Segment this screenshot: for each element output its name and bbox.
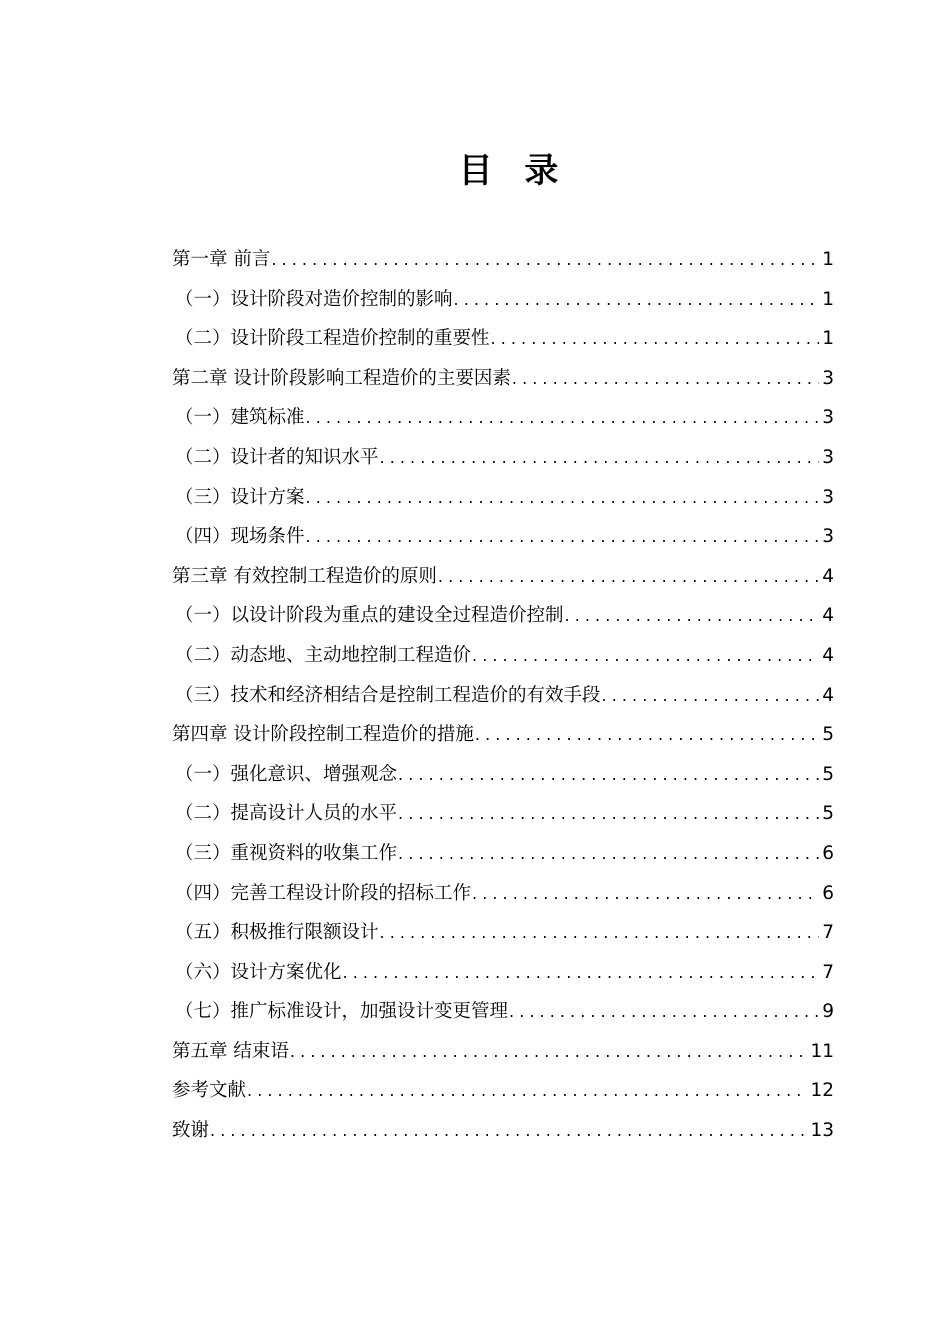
toc-page-number: 4 — [822, 644, 834, 666]
toc-entry-text: （三）设计方案 — [175, 486, 305, 508]
toc-entry-text: （二）提高设计人员的水平 — [175, 803, 398, 825]
toc-entry-text: 第四章 设计阶段控制工程造价的措施 — [172, 724, 474, 746]
toc-entry-section[interactable] — [172, 398, 834, 438]
dot-leader — [380, 438, 820, 478]
toc-page-number: 6 — [822, 882, 834, 904]
toc-entry-chapter-1[interactable] — [172, 240, 834, 280]
dot-leader — [472, 874, 819, 914]
toc-entry-acknowledgements[interactable] — [172, 1111, 834, 1151]
dot-leader — [306, 398, 820, 438]
dot-leader — [210, 1111, 807, 1151]
toc-page-number: 1 — [822, 328, 834, 350]
toc-page-number: 5 — [822, 724, 834, 746]
toc-entry-section[interactable] — [172, 478, 834, 518]
toc-page-number: 9 — [822, 1001, 834, 1023]
toc-entry-section[interactable] — [172, 517, 834, 557]
toc-page-number: 7 — [822, 961, 834, 983]
toc-entry-text: 参考文献 — [172, 1080, 247, 1102]
toc-page-number: 5 — [822, 803, 834, 825]
toc-entry-text: （二）设计阶段工程造价控制的重要性 — [175, 328, 490, 350]
dot-leader — [602, 676, 820, 716]
toc-page-number: 11 — [810, 1040, 834, 1062]
toc-page-number: 5 — [822, 763, 834, 785]
dot-leader — [380, 913, 820, 953]
toc-entry-text: （二）动态地、主动地控制工程造价 — [175, 644, 472, 666]
dot-leader — [438, 557, 819, 597]
toc-entry-text: （四）完善工程设计阶段的招标工作 — [175, 882, 472, 904]
toc-page-number: 3 — [822, 486, 834, 508]
toc-title: 目 录 — [458, 151, 569, 191]
toc-entry-section[interactable] — [172, 913, 834, 953]
toc-entry-section[interactable] — [172, 596, 834, 636]
toc-entry-text: （六）设计方案优化 — [175, 961, 342, 983]
toc-entry-text: （五）积极推行限额设计 — [175, 922, 379, 944]
toc-entry-text: 致谢 — [172, 1120, 210, 1142]
toc-entry-section[interactable] — [172, 280, 834, 320]
toc-entry-text: （一）设计阶段对造价控制的影响 — [175, 288, 453, 310]
dot-leader — [306, 517, 820, 557]
toc-page-number: 13 — [810, 1120, 834, 1142]
toc-page-number: 3 — [822, 446, 834, 468]
dot-leader — [491, 319, 820, 359]
toc-page-number: 1 — [822, 288, 834, 310]
toc-entry-chapter-3[interactable] — [172, 557, 834, 597]
dot-leader — [512, 359, 819, 399]
toc-entry-section[interactable] — [172, 438, 834, 478]
toc-page-number: 4 — [822, 565, 834, 587]
dot-leader — [454, 280, 820, 320]
toc-page-number: 6 — [822, 842, 834, 864]
toc-entry-text: （四）现场条件 — [175, 526, 305, 548]
dot-leader — [509, 992, 819, 1032]
dot-leader — [565, 596, 820, 636]
toc-entry-section[interactable] — [172, 874, 834, 914]
dot-leader — [290, 1032, 808, 1072]
dot-leader — [343, 953, 820, 993]
toc-entry-chapter-4[interactable] — [172, 715, 834, 755]
dot-leader — [398, 794, 819, 834]
dot-leader — [472, 636, 819, 676]
toc-entry-section[interactable] — [172, 834, 834, 874]
toc-entry-text: （二）设计者的知识水平 — [175, 446, 379, 468]
toc-entry-section[interactable] — [172, 794, 834, 834]
toc-entry-section[interactable] — [172, 636, 834, 676]
toc-entry-chapter-2[interactable] — [172, 359, 834, 399]
toc-page-number: 4 — [822, 605, 834, 627]
toc-entry-chapter-5[interactable] — [172, 1032, 834, 1072]
toc-page-number: 3 — [822, 367, 834, 389]
toc-entry-text: （一）强化意识、增强观念 — [175, 763, 398, 785]
toc-entry-section[interactable] — [172, 755, 834, 795]
toc-entry-text: （一）以设计阶段为重点的建设全过程造价控制 — [175, 605, 564, 627]
toc-page-number: 3 — [822, 526, 834, 548]
dot-leader — [271, 240, 819, 280]
toc-entry-text: （七）推广标准设计，加强设计变更管理 — [175, 1001, 509, 1023]
toc-entry-text: （三）重视资料的收集工作 — [175, 842, 398, 864]
toc-entry-text: 第一章 前言 — [172, 249, 271, 270]
toc-page-number: 7 — [822, 922, 834, 944]
toc-page-number: 1 — [822, 249, 834, 270]
toc-entry-text: 第五章 结束语 — [172, 1040, 289, 1062]
toc-entry-text: （一）建筑标准 — [175, 407, 305, 429]
toc-entry-section[interactable] — [172, 676, 834, 716]
dot-leader — [398, 755, 819, 795]
dot-leader — [306, 478, 820, 518]
toc-page-number: 3 — [822, 407, 834, 429]
dot-leader — [247, 1071, 807, 1111]
toc-entry-section[interactable] — [172, 953, 834, 993]
table-of-contents — [172, 240, 834, 1151]
dot-leader — [398, 834, 819, 874]
toc-entry-references[interactable] — [172, 1071, 834, 1111]
toc-entry-section[interactable] — [172, 992, 834, 1032]
toc-entry-section[interactable] — [172, 319, 834, 359]
toc-page-number: 4 — [822, 684, 834, 706]
toc-entry-text: 第二章 设计阶段影响工程造价的主要因素 — [172, 367, 511, 389]
dot-leader — [475, 715, 819, 755]
toc-entry-text: （三）技术和经济相结合是控制工程造价的有效手段 — [175, 684, 601, 706]
toc-page-number: 12 — [810, 1080, 834, 1102]
toc-entry-text: 第三章 有效控制工程造价的原则 — [172, 565, 437, 587]
